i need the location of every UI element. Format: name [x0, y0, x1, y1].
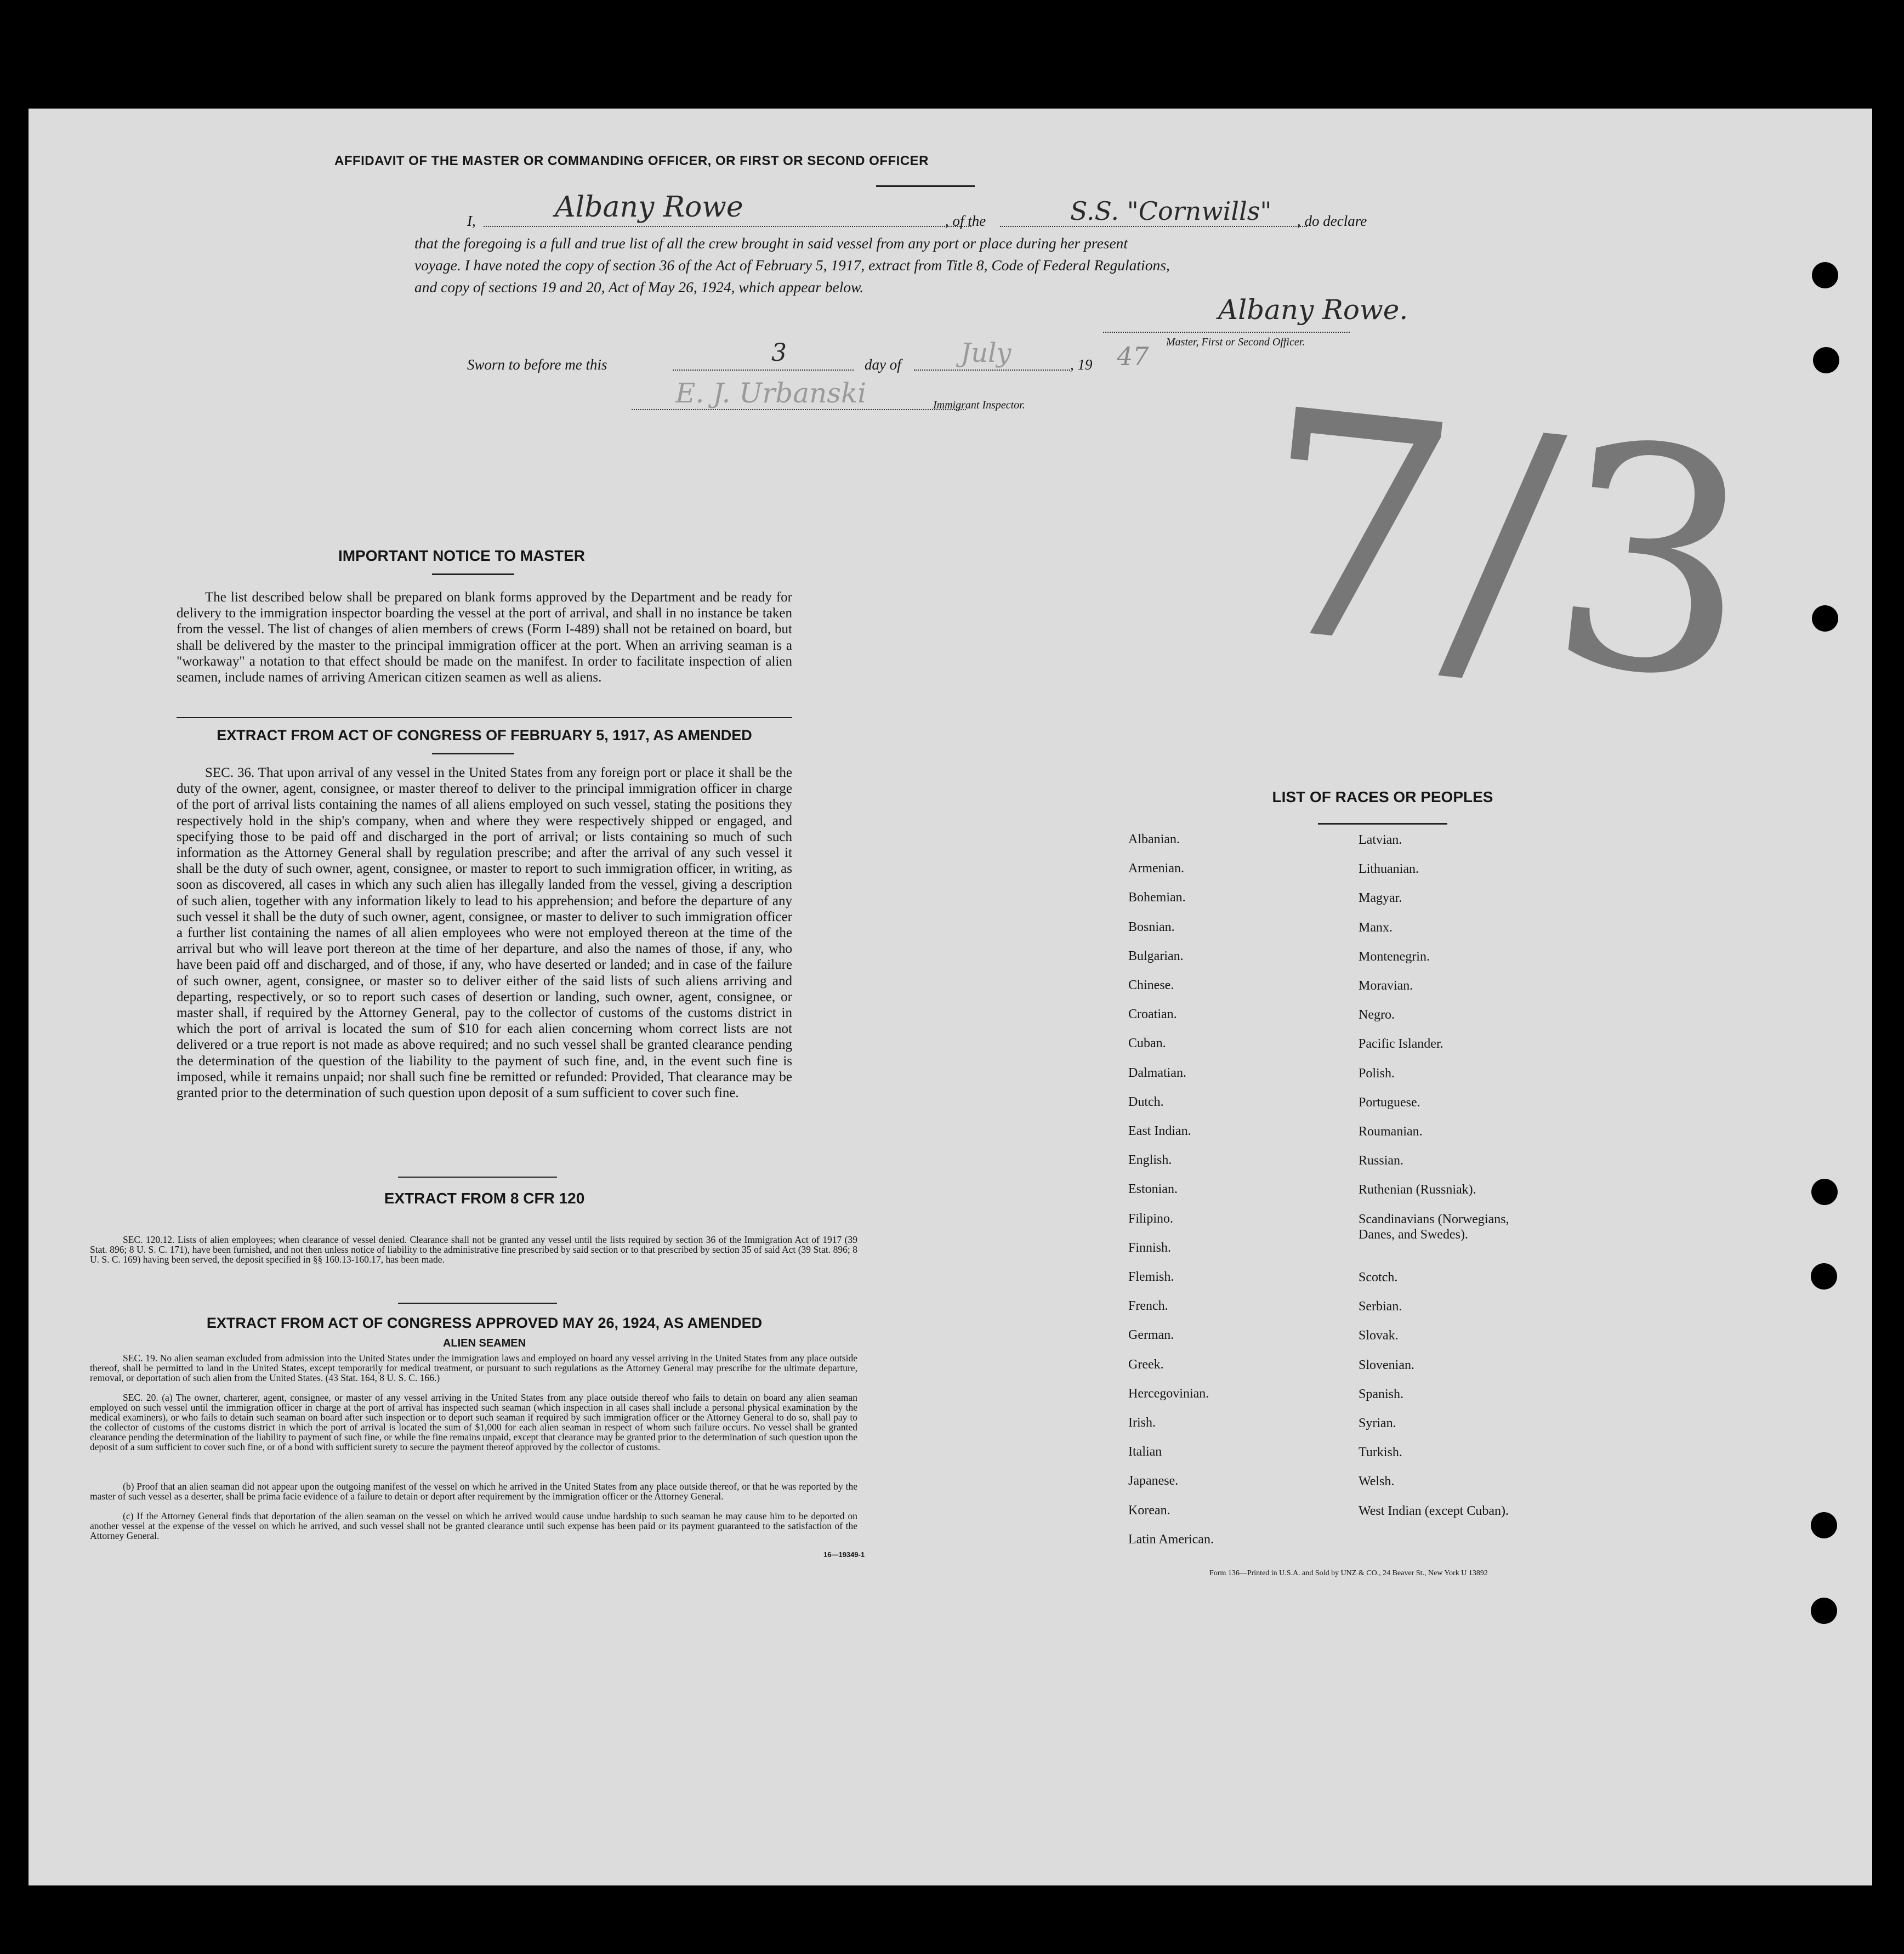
race-item: Serbian. [1359, 1299, 1402, 1314]
race-item: Albanian. [1128, 832, 1180, 847]
document-page [29, 109, 1872, 1885]
race-item: Estonian. [1128, 1182, 1178, 1197]
vessel-name: S.S. "Cornwills" [1070, 196, 1272, 226]
race-item: Montenegrin. [1359, 949, 1430, 964]
notice-divider [432, 573, 514, 575]
race-item: Ruthenian (Russniak). [1359, 1183, 1476, 1197]
extract-1924-sec19: SEC. 19. No alien seaman excluded from admission into the United States under the immigration laws and employed on board any vessel arriving in the United States from any place outside thereof, shall be permitted to land in the United States, except temporarily for medical treatment, or pursuant to such regulations as the Attorney General may prescribe for the ultimate departure, removal, or deportation of such alien from the United States. (43 Stat. 164, 8 U. S. C. 166.) [90, 1353, 857, 1383]
race-item: German. [1128, 1328, 1174, 1343]
master-signature: Albany Rowe. [1218, 294, 1408, 326]
race-item: Croatian. [1128, 1007, 1177, 1022]
race-item: French. [1128, 1299, 1168, 1314]
print-code: 16—19349-1 [823, 1550, 865, 1559]
year-prefix: , 19 [1070, 356, 1093, 373]
master-caption: Master, First or Second Officer. [1166, 336, 1305, 348]
binder-hole [1811, 1598, 1837, 1624]
sworn-label: Sworn to before me this [467, 356, 607, 373]
name-line [484, 225, 971, 227]
races-divider [1318, 823, 1447, 825]
race-item: West Indian (except Cuban). [1359, 1503, 1509, 1518]
binder-hole [1813, 347, 1839, 373]
month-line [914, 368, 1070, 371]
race-item: Dalmatian. [1128, 1065, 1186, 1080]
race-item: Japanese. [1128, 1474, 1179, 1489]
section-divider-1 [177, 717, 792, 718]
race-item: Lithuanian. [1359, 862, 1419, 877]
binder-hole [1812, 262, 1838, 288]
race-item: Chinese. [1128, 978, 1174, 992]
affidavit-line-3: voyage. I have noted the copy of section 36 of the Act of February 5, 1917, extract from Title 8, Code of Federal Regulations, [414, 257, 1170, 274]
section-divider-2 [398, 1177, 557, 1178]
race-item: Bohemian. [1128, 890, 1186, 905]
i-label: I, [467, 213, 476, 229]
race-item: Magyar. [1359, 891, 1402, 906]
binder-hole [1812, 605, 1838, 632]
affidavit-line-4: and copy of sections 19 and 20, Act of May 26, 1924, which appear below. [414, 279, 864, 296]
race-item: Negro. [1359, 1008, 1395, 1023]
form-imprint: Form 136—Printed in U.S.A. and Sold by UNZ & CO., 24 Beaver St., New York U 13892 [1209, 1569, 1488, 1577]
title-divider [876, 185, 975, 187]
race-item: Armenian. [1128, 861, 1184, 876]
race-item: English. [1128, 1153, 1172, 1168]
race-item: Portuguese. [1359, 1095, 1420, 1110]
affidavit-line-2: that the foregoing is a full and true list of all the crew brought in said vessel from any port or place during her present [414, 235, 1128, 252]
race-item: Cuban. [1128, 1036, 1166, 1051]
extract-cfr-title: EXTRACT FROM 8 CFR 120 [384, 1190, 585, 1207]
binder-hole [1811, 1179, 1838, 1205]
race-item: Scandinavians (Norwegians, Danes, and Swedes). [1359, 1212, 1509, 1242]
race-item: Flemish. [1128, 1270, 1174, 1284]
race-item: Bosnian. [1128, 919, 1175, 934]
binder-hole [1811, 1263, 1837, 1290]
race-item: Irish. [1128, 1416, 1156, 1430]
extract-1924-title: EXTRACT FROM ACT OF CONGRESS APPROVED MAY 26, 1924, AS AMENDED [206, 1315, 763, 1331]
affidavit-title: AFFIDAVIT OF THE MASTER OR COMMANDING OFFICER, OR FIRST OR SECOND OFFICER [334, 154, 929, 168]
master-signature-line [1103, 331, 1350, 333]
race-item: East Indian. [1128, 1124, 1191, 1138]
of-the-label: , of the [945, 213, 986, 229]
race-item: Latin American. [1128, 1532, 1214, 1547]
section-divider-3 [398, 1303, 557, 1304]
race-item: Pacific Islander. [1359, 1037, 1443, 1052]
race-item: Slovak. [1359, 1328, 1399, 1343]
race-item: Filipino. [1128, 1211, 1174, 1226]
inspector-signature: E. J. Urbanski [675, 377, 867, 409]
race-item: Bulgarian. [1128, 948, 1184, 963]
extract-cfr-text: SEC. 120.12. Lists of alien employees; when clearance of vessel denied. Clearance shall not be granted any vessel until the lists required by section 36 of the Immigration Act of 1917 (39 Stat. 896; 8 U. S. C. 171), have been furnished, and not then unless notice of liability to the administrative fine prescribed by said section or to that prescribed by section 35 of said Act (39 Stat. 896; 8 U. S. C. 169) having been served, the deposit specified in §§ 160.13-160.17, has been made. [90, 1234, 857, 1265]
extract-1924-sec20b: (b) Proof that an alien seaman did not appear upon the outgoing manifest of the vessel on which he arrived in the United States from any place outside thereof, or that he was reported by the master of such vessel as a deserter, shall be prima facie evidence of a failure to detain or deport after requirement by the immigration officer or the Attorney General. [90, 1481, 857, 1502]
race-item: Scotch. [1359, 1270, 1398, 1285]
race-item: Spanish. [1359, 1387, 1404, 1401]
race-item: Greek. [1128, 1357, 1164, 1372]
notice-text: The list described below shall be prepared on blank forms approved by the Department and be ready for delivery to the immigration inspector boarding the vessel at the port of arrival, and shall in no instance be taken from the vessel. The list of changes of alien members of crews (Form I-489) shall not be retained on board, but shall be delivered by the master to the principal immigration officer at the port. When an arriving seaman is a "workaway" a notation to that effect should be made on the manifest. In order to facilitate inspection of alien seamen, include names of arriving American citizen seamen as well as aliens. [177, 590, 792, 685]
race-item: Korean. [1128, 1503, 1170, 1518]
declare-tail: , do declare [1297, 213, 1367, 229]
race-item: Italian [1128, 1445, 1162, 1459]
race-item: Slovenian. [1359, 1357, 1414, 1372]
race-item: Roumanian. [1359, 1124, 1423, 1139]
race-item: Syrian. [1359, 1416, 1396, 1430]
race-item: Finnish. [1128, 1240, 1172, 1255]
inspector-caption: Immigrant Inspector. [933, 399, 1025, 411]
races-title: LIST OF RACES OR PEOPLES [1272, 788, 1493, 805]
race-item: Welsh. [1359, 1474, 1395, 1489]
race-item: Polish. [1359, 1066, 1395, 1081]
race-item: Latvian. [1359, 833, 1402, 847]
race-item: Hercegovinian. [1128, 1386, 1209, 1401]
day-of-label: day of [865, 356, 901, 373]
race-item: Manx. [1359, 920, 1393, 935]
extract-1917-text: SEC. 36. That upon arrival of any vessel in the United States from any foreign port or place it shall be the duty of the owner, agent, consignee, or master thereof to deliver to the principal immigration officer in charge of the port of arrival lists containing the names of all aliens employed on such vessel, stating the positions they respectively hold in the ship's company, when and where they were respectively shipped or engaged, and specifying those to be paid off and discharged in the port of arrival; or lists containing so much of such information as the Attorney General shall by regulation prescribe; and after the arrival of any such vessel it shall be the duty of such owner, agent, consignee, or master to report to such immigration officer, in writing, as soon as discovered, all cases in which any such alien has illegally landed from the vessel, giving a description of such alien, together with any information likely to lead to his apprehension; and before the departure of any such vessel it shall be the duty of such owner, agent, consignee, or master to deliver to such immigration officer a further list containing the names of all alien employees who were not employed thereon at the time of the arrival but who will leave port thereon at the time of her departure, and also the names of those, if any, who have been paid off and discharged, and of those, if any, who have deserted or landed; and in case of the failure of such owner, agent, consignee, or master so to deliver either of the said lists of such aliens arriving and departing, respectively, or so to report such cases of desertion or landing, such owner, agent, consignee, or master shall, if required by the Attorney General, pay to the collector of customs of the customs district in which the port of arrival is located the sum of $10 for each alien concerning whom correct lists are not delivered or a true report is not made as above required; and no such vessel shall be granted clearance pending the determination of the question of the liability to the payment of such fine, and, in the event such fine is imposed, while it remains unpaid; nor shall such fine be remitted or refunded: Provided, That clearance may be granted prior to the determination of such question upon deposit of a sum sufficient to cover such fine. [177, 765, 792, 1101]
handwritten-mark: 7/3 [1239, 343, 1768, 751]
extract-1924-subtitle: ALIEN SEAMEN [442, 1337, 526, 1349]
year-suffix: 47 [1117, 342, 1149, 371]
race-item: Russian. [1359, 1154, 1404, 1168]
day-line [673, 368, 854, 371]
extract-1924-sec20c: (c) If the Attorney General finds that deportation of the alien seaman on the vessel on which he arrived would cause undue hardship to such seaman he may cause him to be deported on another vessel at the expense of the vessel on which he arrived, and such vessel shall not be granted clearance until such expense has been paid or its payment guaranteed to the satisfaction of the Attorney General. [90, 1510, 857, 1541]
sworn-day: 3 [771, 339, 787, 367]
race-item: Turkish. [1359, 1445, 1402, 1460]
race-item: Dutch. [1128, 1094, 1164, 1109]
binder-hole [1811, 1512, 1837, 1538]
notice-title: IMPORTANT NOTICE TO MASTER [338, 547, 586, 564]
extract-1924-sec20a: SEC. 20. (a) The owner, charterer, agent, consignee, or master of any vessel arriving in the United States from any place outside thereof who fails to detain on board any alien seaman employed on such vessel until the immigration officer in charge at the port of arrival has inspected such seaman (which inspection in all cases shall include a personal physical examination by the medical examiners), or who fails to detain such seaman on board after such inspection or to deport such seaman if required by such immigration officer or the Attorney General to do so, shall pay to the collector of customs of the customs district in which the port of arrival is located the sum of $1,000 for each alien seaman in respect of whom such failure occurs. No vessel shall be granted clearance pending the determination of the liability to payment of such fine, or while the fine remains unpaid, except that clearance may be granted prior to the determination of such question upon the deposit of a sum sufficient to cover such fine, or of a bond with sufficient surety to secure the payment thereof approved by the collector of customs. [90, 1392, 857, 1452]
signer-name: Albany Rowe [555, 191, 743, 224]
sworn-month: July [960, 338, 1011, 368]
race-item: Moravian. [1359, 979, 1413, 993]
extract-1917-title: EXTRACT FROM ACT OF CONGRESS OF FEBRUARY 5, 1917, AS AMENDED [217, 727, 752, 743]
extract-1917-divider [432, 753, 514, 754]
